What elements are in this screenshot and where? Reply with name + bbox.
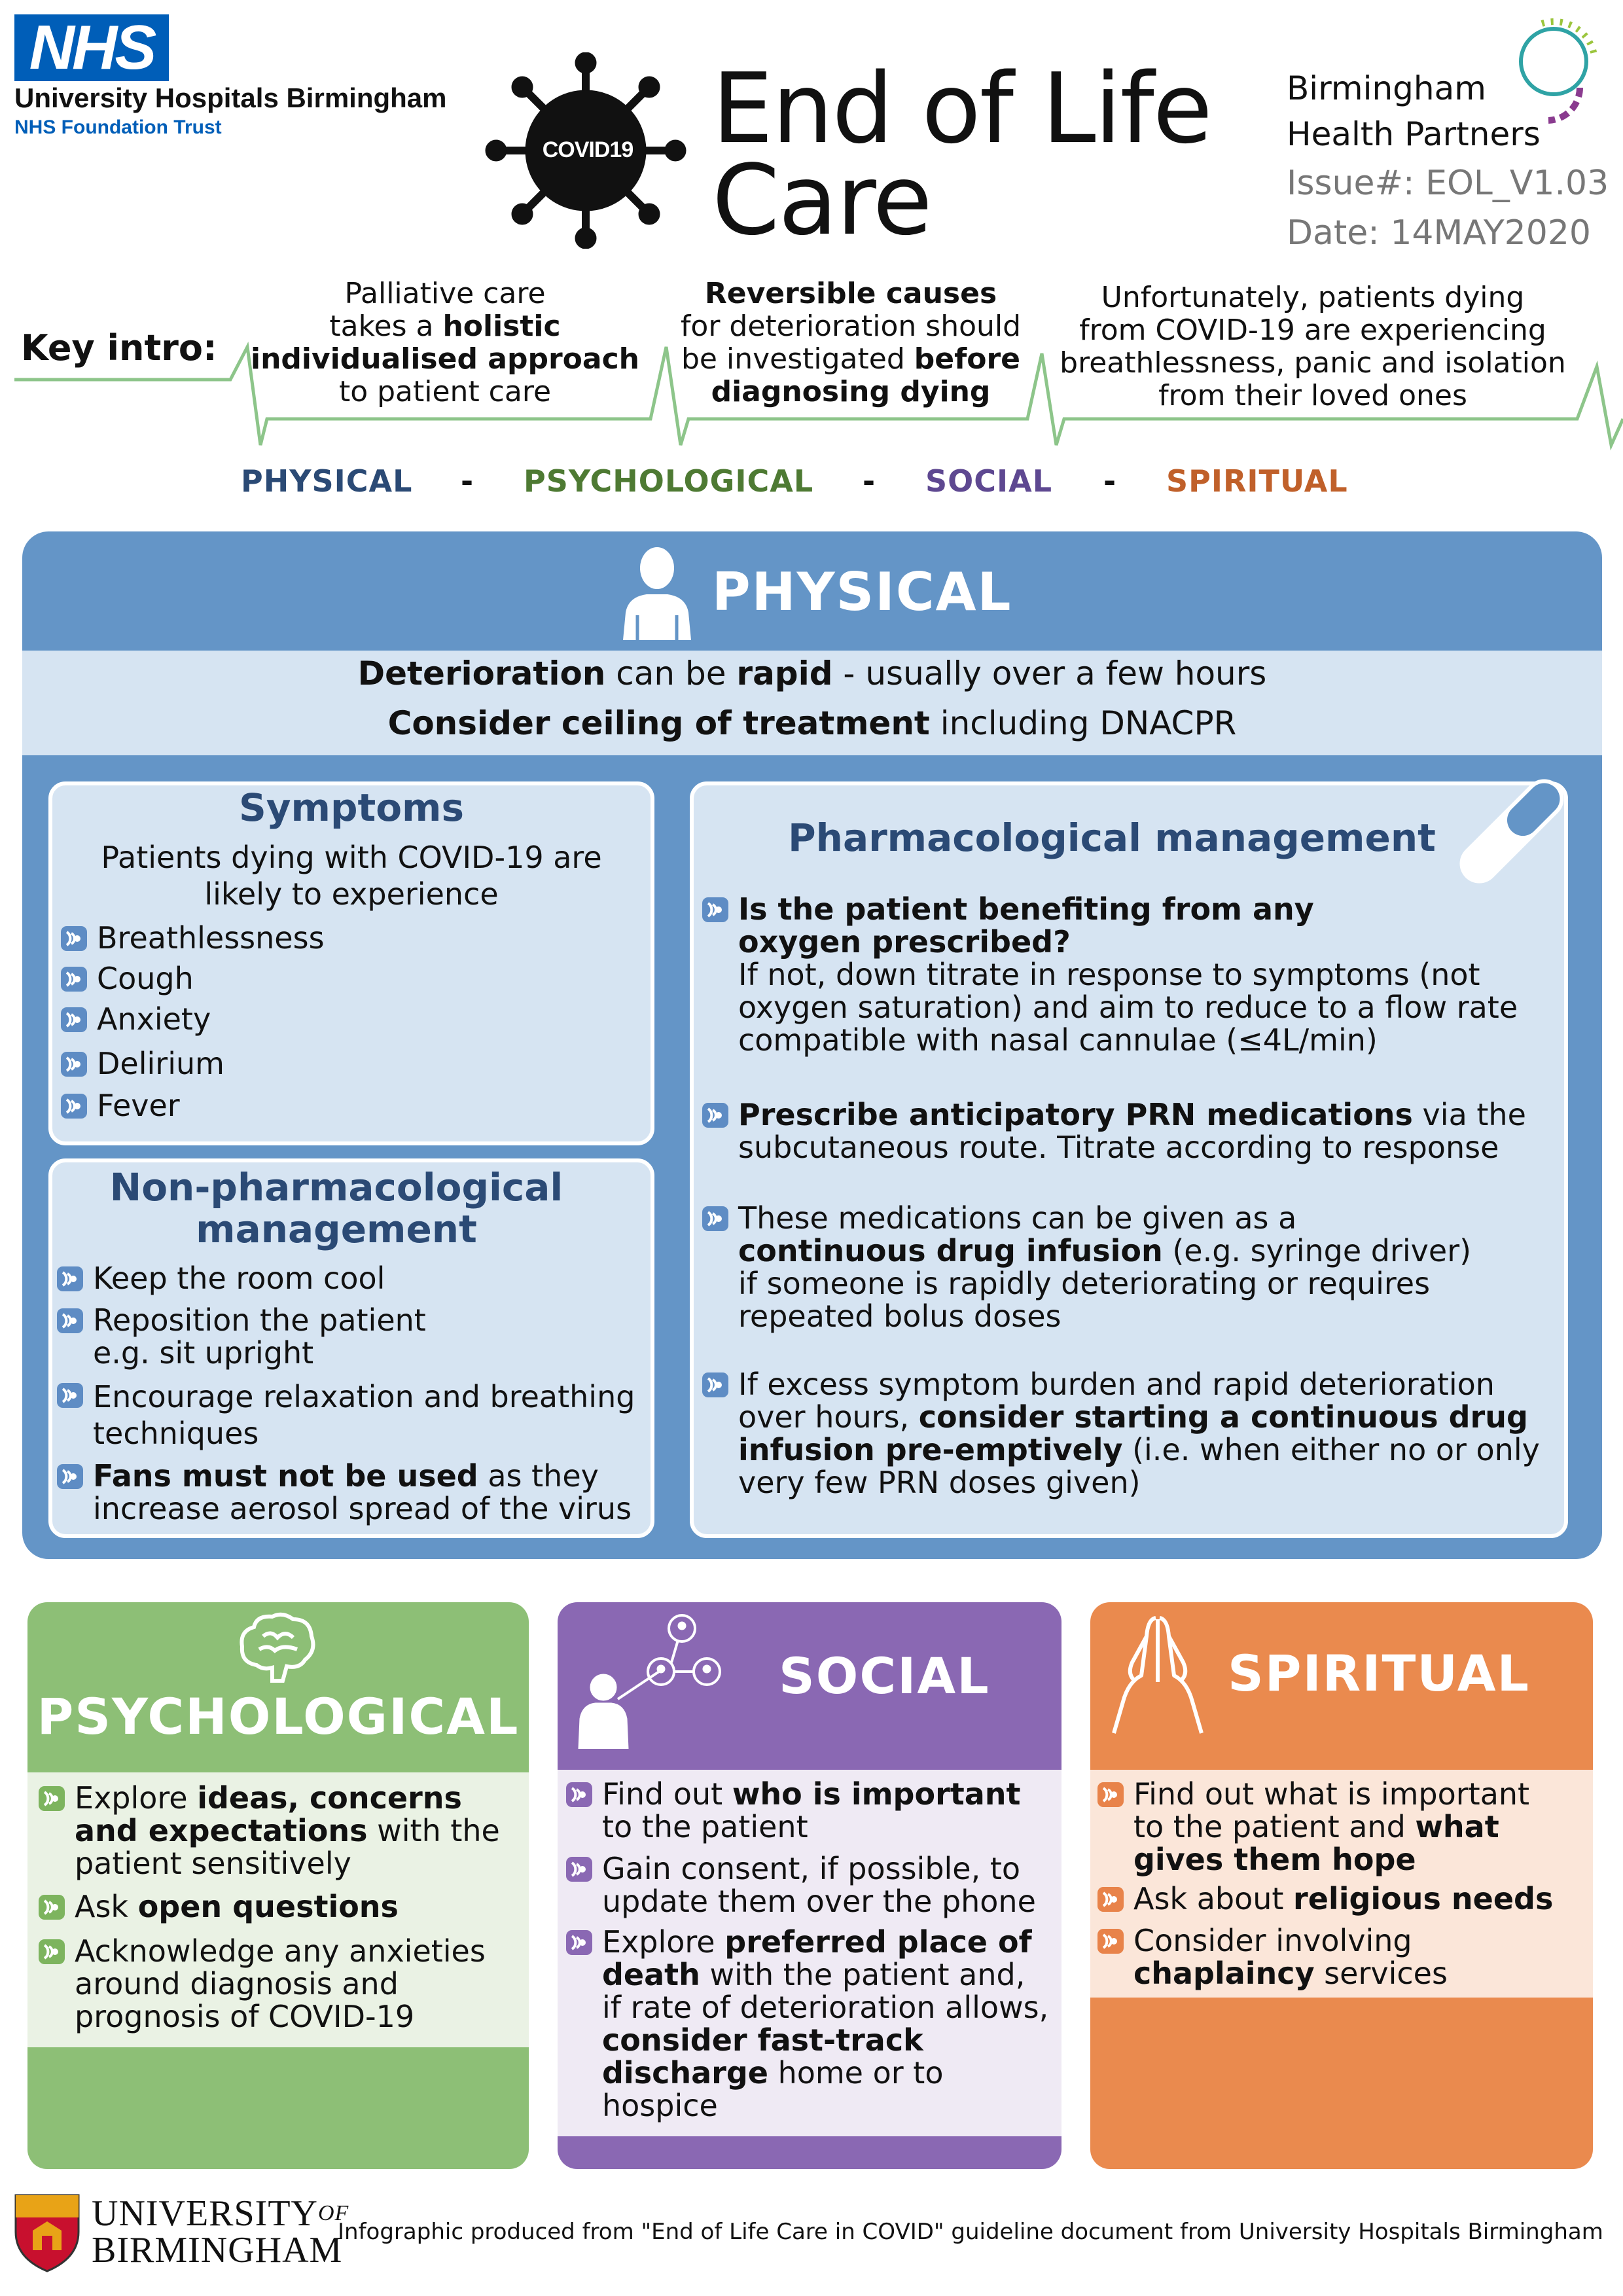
pillar-psychological: PSYCHOLOGICAL	[524, 463, 814, 499]
list-item: These medications can be given as a continuous drug infusion (e.g. syringe driver) if someone is rapidly deteriorating or requires repeated bolus doses	[702, 1202, 1471, 1333]
bullet-icon	[565, 1780, 594, 1809]
footer-note: Infographic produced from "End of Life Care in COVID" guideline document from University Hospitals Birmingham	[338, 2219, 1603, 2245]
university-crest-icon	[13, 2193, 81, 2274]
brain-icon	[237, 1610, 318, 1683]
list-item: Find out what is important to the patient and what gives them hope	[1097, 1778, 1529, 1876]
list-item: Consider involving chaplaincy services	[1097, 1924, 1448, 1990]
partner-logo-icon	[1503, 9, 1601, 127]
key-intro-label: Key intro:	[21, 327, 217, 368]
bullet-icon	[60, 1092, 89, 1121]
person-icon	[618, 542, 696, 640]
list-item: Find out who is important to the patient	[565, 1778, 1021, 1843]
pillar-spiritual: SPIRITUAL	[1166, 463, 1348, 499]
symptoms-intro: Patients dying with COVID-19 are likely to experience	[101, 840, 602, 912]
symptoms-title: Symptoms	[238, 785, 465, 830]
partner-name: Birmingham Health Partners	[1287, 69, 1541, 153]
bullet-icon	[60, 965, 89, 994]
nhs-logo: NHS	[14, 14, 169, 81]
pillar-physical: PHYSICAL	[241, 463, 413, 499]
trust-subtitle: NHS Foundation Trust	[14, 117, 222, 138]
list-item: Encourage relaxation and breathing techniques	[56, 1378, 635, 1452]
bullet-icon	[565, 1855, 594, 1884]
intro-holistic: Palliative care takes a holistic individualised approach to patient care	[251, 277, 639, 408]
bullet-icon	[60, 1005, 89, 1034]
pillar-social: SOCIAL	[925, 463, 1053, 499]
intro-unfortunately: Unfortunately, patients dying from COVID-19 are experiencing breathlessness, panic and isolation from their loved ones	[1060, 281, 1566, 412]
pharmacological-title: Pharmacological management	[788, 816, 1436, 860]
bullet-icon	[56, 1462, 85, 1491]
bullet-icon	[56, 1265, 85, 1293]
issue-date: Date: 14MAY2020	[1287, 213, 1592, 253]
trust-name: University Hospitals Birmingham	[14, 82, 447, 113]
bullet-icon	[702, 895, 730, 924]
list-item: Reposition the patient e.g. sit upright	[56, 1304, 426, 1369]
deterioration-note: Deterioration can be rapid - usually over a few hours	[357, 655, 1267, 692]
spiritual-title: SPIRITUAL	[1228, 1644, 1530, 1702]
physical-title: PHYSICAL	[712, 562, 1012, 622]
page-title: End of Life Care	[712, 52, 1211, 257]
list-item: Breathlessness	[60, 922, 325, 954]
list-item: Ask about religious needs	[1097, 1882, 1553, 1915]
list-item: If excess symptom burden and rapid deterioration over hours, consider starting a continuous drug infusion pre-emptively (i.e. when either no or only very few PRN doses given)	[702, 1368, 1540, 1499]
list-item: Ask open questions	[38, 1890, 399, 1923]
list-item: Explore ideas, concerns and expectations with the patient sensitively	[38, 1782, 500, 1880]
bullet-icon	[1097, 1927, 1126, 1956]
pillar-separator: -	[461, 463, 474, 499]
list-item: Keep the room cool	[56, 1262, 385, 1295]
bullet-icon	[38, 1784, 67, 1813]
bullet-icon	[1097, 1780, 1126, 1809]
list-item: Acknowledge any anxieties around diagnosis and prognosis of COVID-19	[38, 1935, 486, 2033]
ceiling-treatment-note: Consider ceiling of treatment including DNACPR	[387, 704, 1237, 742]
covid-label: COVID19	[542, 137, 633, 162]
social-title: SOCIAL	[779, 1647, 990, 1705]
pillar-separator: -	[863, 463, 876, 499]
bullet-icon	[565, 1928, 594, 1957]
list-item: Anxiety	[60, 1003, 211, 1035]
list-item: Fans must not be used as they increase aerosol spread of the virus	[56, 1460, 632, 1525]
psychological-title: PSYCHOLOGICAL	[37, 1687, 520, 1746]
bullet-icon	[38, 1893, 67, 1922]
list-item: Delirium	[60, 1047, 224, 1080]
bullet-icon	[60, 924, 89, 953]
bullet-icon	[1097, 1885, 1126, 1914]
people-network-icon	[569, 1614, 733, 1749]
praying-hands-icon	[1109, 1610, 1207, 1734]
university-name: $UNIVERSITY^{OF}$ BIRMINGHAM	[92, 2193, 349, 2270]
list-item: Gain consent, if possible, to update them over the phone	[565, 1852, 1036, 1918]
non-pharmacological-title: Non-pharmacological management	[109, 1165, 563, 1251]
list-item: Fever	[60, 1089, 180, 1122]
bullet-icon	[702, 1204, 730, 1233]
bullet-icon	[56, 1306, 85, 1335]
intro-reversible: Reversible causes for deterioration should be investigated before diagnosing dying	[680, 277, 1022, 408]
bullet-icon	[60, 1050, 89, 1079]
list-item: Is the patient benefiting from any oxygen prescribed? If not, down titrate in response to symptoms (not oxygen saturation) and aim to reduce to a flow rate compatible with nasal cannulae (≤4L/min)	[702, 893, 1518, 1056]
issue-number: Issue#: EOL_V1.03	[1287, 164, 1609, 203]
bullet-icon	[702, 1371, 730, 1399]
pillar-separator: -	[1103, 463, 1117, 499]
list-item: Explore preferred place of death with the patient and, if rate of deterioration allows, consider fast-track discharge home or to hospice	[565, 1926, 1048, 2122]
list-item: Prescribe anticipatory PRN medications via the subcutaneous route. Titrate according to response	[702, 1098, 1526, 1164]
bullet-icon	[702, 1101, 730, 1130]
bullet-icon	[38, 1937, 67, 1966]
list-item: Cough	[60, 962, 194, 995]
bullet-icon	[56, 1381, 85, 1410]
